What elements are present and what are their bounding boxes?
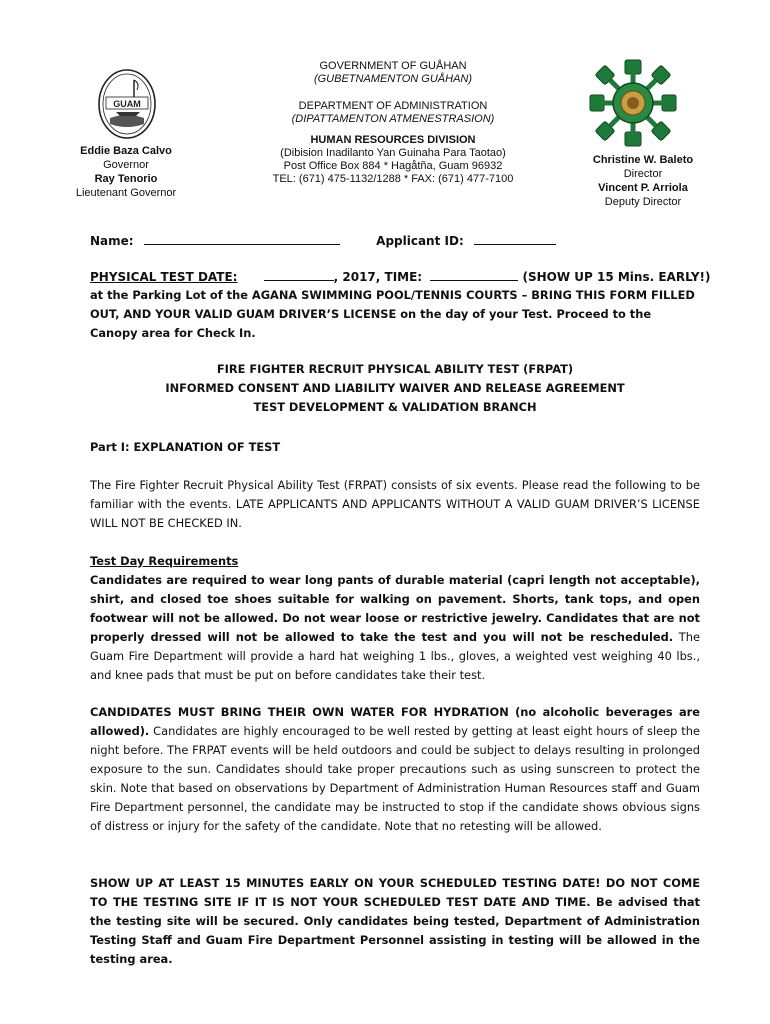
test-time-field[interactable]: [430, 268, 518, 281]
hydration-bold-text: CANDIDATES MUST BRING THEIR OWN WATER FOR HYDRATION (no alcoholic beverages are allowed).: [90, 705, 700, 738]
name-field[interactable]: [144, 232, 340, 245]
part1-heading: Part I: EXPLANATION OF TEST: [90, 440, 281, 454]
test-date-field[interactable]: [264, 268, 334, 281]
name-label: Name:: [90, 234, 134, 248]
requirements-text: The Guam Fire Department will provide a hard hat weighing 1 lbs., gloves, a weighted vest weighing 40 lbs., and knee pads that must be put on before candidates take their test.: [90, 630, 700, 682]
left-officials: [60, 144, 192, 200]
test-date-label: PHYSICAL TEST DATE:: [90, 270, 238, 284]
lt-governor-title: Lieutenant Governor: [75, 187, 177, 199]
lt-governor-name: Ray Tenorio: [94, 173, 158, 185]
governor-name: Eddie Baza Calvo: [80, 145, 172, 157]
gov-line: GOVERNMENT OF GUÅHAN: [319, 60, 467, 72]
governor-title: Governor: [103, 159, 149, 171]
dept-line-chamorro: (DIPATTAMENTON ATMENESTRASION): [291, 113, 495, 125]
show-up-note: (SHOW UP 15 Mins. EARLY!): [522, 270, 711, 284]
hydration-paragraph: [90, 703, 700, 836]
title-line-1: FIRE FIGHTER RECRUIT PHYSICAL ABILITY TEST (FRPAT): [216, 362, 574, 376]
title-line-3: TEST DEVELOPMENT & VALIDATION BRANCH: [253, 400, 537, 414]
letterhead: [240, 60, 546, 186]
name-row: [90, 232, 556, 248]
requirements-heading: Test Day Requirements: [90, 554, 239, 568]
deputy-director-title: Deputy Director: [604, 196, 682, 208]
address-line: Post Office Box 884 * Hagåtña, Guam 96932: [283, 160, 503, 172]
arrival-paragraph: SHOW UP AT LEAST 15 MINUTES EARLY ON YOUR SCHEDULED TESTING DATE! DO NOT COME TO THE TESTING SITE IF IT IS NOT YOUR SCHEDULED TEST DATE AND TIME. Be advised that the testing site will be secured. Only candidates being tested, Department of Administration Testing Staff and Guam Fire Department Personnel assisting in testing will be allowed in the testing area.: [90, 876, 700, 966]
right-officials: [578, 153, 708, 209]
division-chamorro: (Dibision Inadilanto Yan Guinaha Para Taotao): [280, 147, 506, 159]
department-emblem-logo: [588, 58, 678, 148]
director-title: Director: [623, 168, 663, 180]
dept-line: DEPARTMENT OF ADMINISTRATION: [298, 100, 488, 112]
gov-line-chamorro: (GUBETNAMENTON GUÅHAN): [313, 73, 473, 85]
applicant-id-field[interactable]: [474, 232, 556, 245]
year-text: , 2017, TIME:: [333, 270, 423, 284]
applicant-id-label: Applicant ID:: [376, 234, 464, 248]
test-date-row: [90, 268, 711, 284]
guam-seal-logo: [96, 68, 158, 140]
division-line: HUMAN RESOURCES DIVISION: [310, 134, 476, 146]
requirements-paragraph: [90, 571, 700, 685]
director-name: Christine W. Baleto: [592, 154, 694, 166]
seal-text: GUAM: [113, 99, 141, 109]
requirements-bold-text: Candidates are required to wear long pants of durable material (capri length not acceptable), shirt, and closed toe shoes suitable for walking on pavement. Shorts, tank tops, and open footwear will not be allowed. Do not wear loose or restrictive jewelry. Candidates that are not properly dressed will not be allowed to take the test and you will not be rescheduled.: [90, 573, 700, 644]
location-text: at the Parking Lot of the AGANA SWIMMING POOL/TENNIS COURTS – BRING THIS FORM FILLED OUT, AND YOUR VALID GUAM DRIVER’S LICENSE on the day of your Test. Proceed to the Canopy area for Check In.: [90, 288, 695, 340]
hydration-text: Candidates are highly encouraged to be well rested by getting at least eight hours of sleep the night before. The FRPAT events will be held outdoors and could be subject to delays resulting in prolonged exposure to the sun. Candidates should take proper precautions such as using sunscreen to protect the skin. Note that based on observations by Department of Administration Human Resources staff and Guam Fire Department personnel, the candidate may be instructed to stop if the candidate shows obvious signs of distress or injury for the safety of the candidate. Note that no retesting will be allowed.: [90, 724, 700, 833]
document-title: [90, 360, 700, 417]
phone-line: TEL: (671) 475-1132/1288 * FAX: (671) 477-7100: [272, 173, 514, 185]
part1-intro: The Fire Fighter Recruit Physical Ability Test (FRPAT) consists of six events. Please read the following to be familiar with the events. LATE APPLICANTS AND APPLICANTS WITHOUT A VALID GUAM DRIVER’S LICENSE WILL NOT BE CHECKED IN.: [90, 478, 700, 530]
deputy-director-name: Vincent P. Arriola: [598, 182, 688, 194]
title-line-2: INFORMED CONSENT AND LIABILITY WAIVER AND RELEASE AGREEMENT: [165, 381, 625, 395]
